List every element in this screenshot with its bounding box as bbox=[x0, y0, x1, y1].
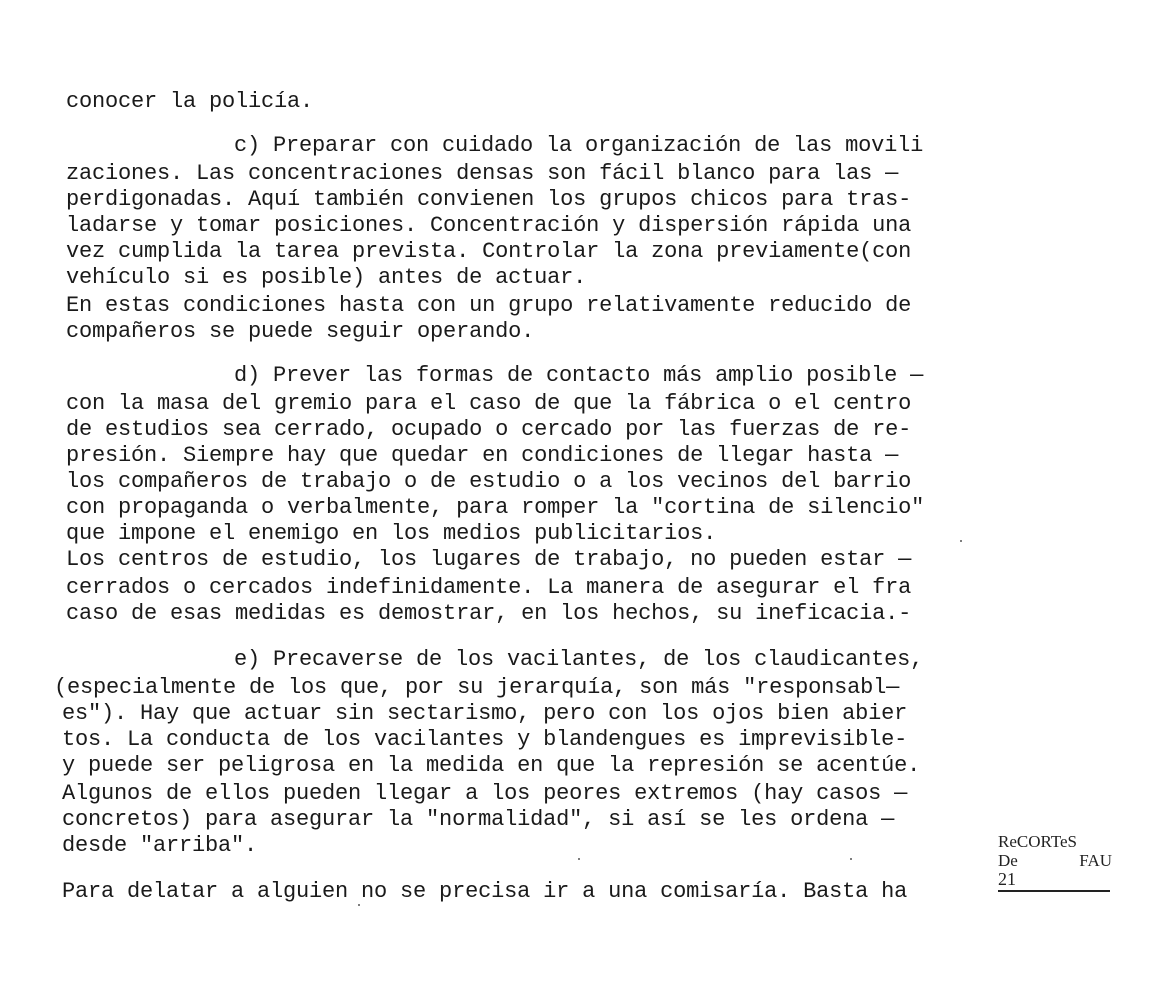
paragraph-c-start: c) Preparar con cuidado la organización de las movili bbox=[234, 133, 924, 158]
text-line: que impone el enemigo en los medios publicitarios. bbox=[66, 521, 717, 546]
text-line: compañeros se puede seguir operando. bbox=[66, 319, 535, 344]
text-line: tos. La conducta de los vacilantes y blandengues es imprevisible- bbox=[62, 727, 908, 752]
text-line: conocer la policía. bbox=[66, 89, 314, 114]
ink-speck bbox=[578, 858, 580, 860]
text-line: presión. Siempre hay que quedar en condiciones de llegar hasta — bbox=[66, 443, 899, 468]
stamp-line-2-right: FAU bbox=[1079, 851, 1112, 870]
text-line: vez cumplida la tarea prevista. Controlar la zona previamente(con bbox=[66, 239, 912, 264]
text-line: zaciones. Las concentraciones densas son fácil blanco para las — bbox=[66, 161, 899, 186]
text-line: Para delatar a alguien no se precisa ir a una comisaría. Basta ha bbox=[62, 879, 908, 904]
text-line: con propaganda o verbalmente, para romper la "cortina de silencio" bbox=[66, 495, 925, 520]
page-number: 21 bbox=[998, 870, 1110, 892]
text-line: Algunos de ellos pueden llegar a los peores extremos (hay casos — bbox=[62, 781, 908, 806]
text-line: caso de esas medidas es demostrar, en los hechos, su ineficacia.- bbox=[66, 601, 912, 626]
text-line: cerrados o cercados indefinidamente. La manera de asegurar el fra bbox=[66, 575, 912, 600]
text-line: los compañeros de trabajo o de estudio o a los vecinos del barrio bbox=[66, 469, 912, 494]
ink-speck bbox=[850, 858, 852, 860]
text-line: Los centros de estudio, los lugares de trabajo, no pueden estar — bbox=[66, 547, 912, 572]
stamp-line-2-left: De bbox=[998, 851, 1018, 870]
text-line: concretos) para asegurar la "normalidad", si así se les ordena — bbox=[62, 807, 895, 832]
paragraph-e-start: e) Precaverse de los vacilantes, de los claudicantes, bbox=[234, 647, 924, 672]
text-line: y puede ser peligrosa en la medida en que la represión se acentúe. bbox=[62, 753, 921, 778]
text-line: ladarse y tomar posiciones. Concentración y dispersión rápida una bbox=[66, 213, 912, 238]
paragraph-d-start: d) Prever las formas de contacto más amplio posible — bbox=[234, 363, 924, 388]
text-line: es"). Hay que actuar sin sectarismo, pero con los ojos bien abier bbox=[62, 701, 908, 726]
text-line: perdigonadas. Aquí también convienen los grupos chicos para tras- bbox=[66, 187, 912, 212]
text-line: de estudios sea cerrado, ocupado o cercado por las fuerzas de re- bbox=[66, 417, 912, 442]
ink-speck bbox=[960, 540, 962, 542]
text-line: con la masa del gremio para el caso de que la fábrica o el centro bbox=[66, 391, 912, 416]
archive-stamp bbox=[998, 832, 1112, 892]
text-line: vehículo si es posible) antes de actuar. bbox=[66, 265, 587, 290]
text-line: (especialmente de los que, por su jerarquía, son más "responsabl— bbox=[54, 675, 900, 700]
text-line: En estas condiciones hasta con un grupo relativamente reducido de bbox=[66, 293, 912, 318]
text-line: desde "arriba". bbox=[62, 833, 258, 858]
ink-speck bbox=[358, 904, 360, 906]
stamp-line-1: ReCORTeS bbox=[998, 832, 1078, 851]
